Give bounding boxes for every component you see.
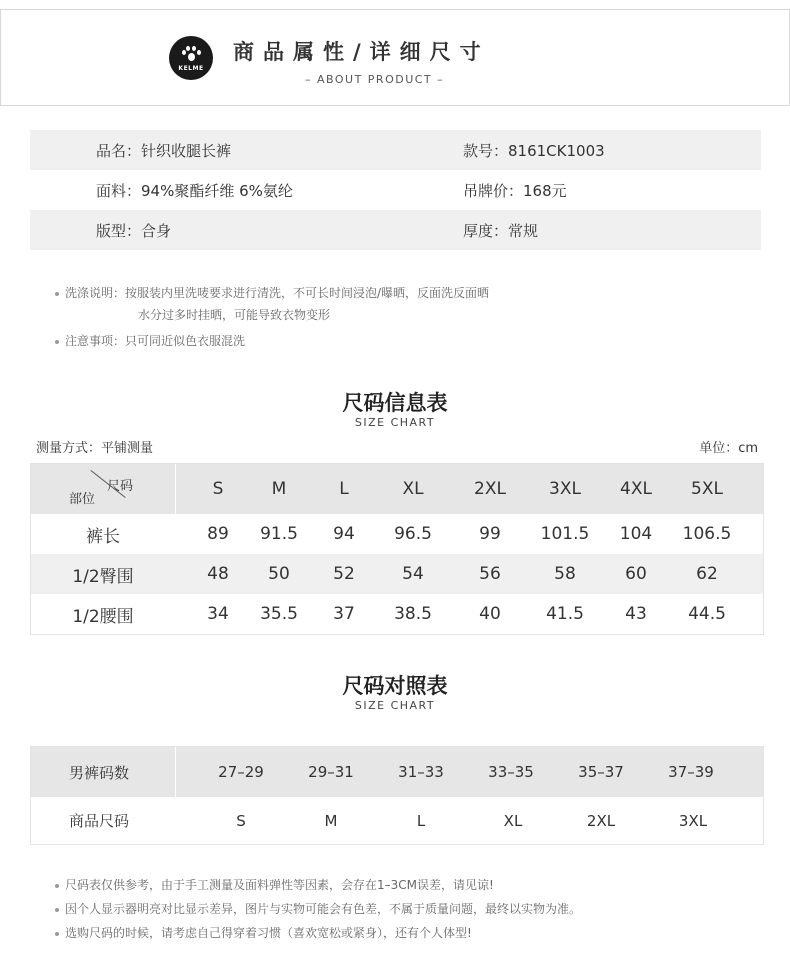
footnotes	[55, 873, 581, 945]
product-name: 品名：针织收腿长裤	[96, 141, 232, 160]
header-panel	[0, 9, 790, 106]
header-title: 商品属性/详细尺寸	[233, 40, 490, 64]
table-row	[31, 797, 763, 844]
table-cell: 31–33	[398, 763, 444, 781]
size-table	[30, 463, 764, 635]
table-cell: 58	[554, 564, 576, 584]
fabric: 面料：94%聚酯纤维 6%氨纶	[96, 181, 293, 200]
table-cell: 34	[207, 604, 229, 624]
table-cell: 99	[479, 524, 501, 544]
table-cell: 106.5	[682, 524, 732, 544]
bullet-icon	[55, 908, 59, 912]
table-row	[31, 594, 763, 634]
size-table-header	[31, 464, 763, 514]
table-cell: 104	[619, 524, 653, 544]
row-label: 1/2腰围	[72, 606, 134, 627]
bullet-icon	[55, 884, 59, 888]
care-notes	[55, 282, 489, 352]
table-cell: 94	[333, 524, 355, 544]
table-cell: L	[416, 811, 426, 830]
table-cell: 33–35	[488, 763, 534, 781]
table-cell: 101.5	[540, 524, 590, 544]
table-cell: 60	[625, 564, 647, 584]
table-cell: 96.5	[394, 524, 432, 544]
attribute-row	[30, 170, 761, 210]
compare-chart-subtitle: SIZE CHART	[354, 699, 436, 712]
header-subtitle: – ABOUT PRODUCT –	[305, 73, 445, 86]
kelme-logo	[169, 36, 213, 80]
table-cell: 56	[479, 564, 501, 584]
unit-label: 单位：cm	[699, 441, 758, 456]
table-cell: 38.5	[394, 604, 432, 624]
compare-table	[30, 746, 764, 845]
table-cell: XL	[503, 811, 523, 830]
size-header-cell: S	[212, 479, 224, 499]
table-corner	[31, 464, 175, 514]
table-cell: S	[236, 811, 246, 830]
table-cell: 91.5	[260, 524, 298, 544]
size-header-cell: 4XL	[620, 479, 652, 499]
row-label: 男裤码数	[68, 763, 130, 782]
size-header-cell: XL	[402, 479, 424, 499]
thickness: 厚度：常规	[463, 221, 539, 240]
product-attributes	[30, 130, 761, 250]
table-cell: 43	[625, 604, 647, 624]
table-cell: 48	[207, 564, 229, 584]
table-cell: 54	[402, 564, 424, 584]
size-header-cell: L	[339, 479, 349, 499]
row-label: 1/2臀围	[72, 566, 134, 587]
brand-name: KELME	[178, 65, 204, 72]
bullet-icon	[55, 340, 59, 344]
corner-size-label: 尺码	[107, 479, 134, 494]
table-cell: 3XL	[678, 811, 708, 830]
wash-instructions: 洗涤说明：按服装内里洗唛要求进行清洗，不可长时间浸泡/曝晒，反面洗反面晒	[65, 286, 490, 300]
table-cell: 52	[333, 564, 355, 584]
row-label: 裤长	[86, 526, 120, 547]
corner-part-label: 部位	[69, 492, 96, 507]
table-cell: 50	[268, 564, 290, 584]
attribute-row	[30, 210, 761, 250]
table-cell: 29–31	[308, 763, 354, 781]
measure-method: 测量方式：平铺测量	[36, 441, 154, 456]
row-label: 商品尺码	[68, 812, 130, 830]
table-cell: 37	[333, 604, 355, 624]
table-row	[31, 514, 763, 554]
size-header-cell: 2XL	[474, 479, 506, 499]
footnote: 选购尺码的时候，请考虑自己得穿着习惯（喜欢宽松或紧身），还有个人体型!	[65, 926, 472, 940]
attribute-row	[30, 130, 761, 170]
table-cell: 89	[207, 524, 229, 544]
compare-table-header	[31, 747, 763, 797]
footnote: 因个人显示器明亮对比显示差异，图片与实物可能会有色差，不属于质量问题，最终以实物为准。	[65, 902, 582, 916]
table-row	[31, 554, 763, 594]
size-chart-subtitle: SIZE CHART	[354, 416, 436, 429]
compare-chart-title: 尺码对照表	[342, 674, 448, 698]
table-cell: 2XL	[586, 811, 616, 830]
table-cell: 44.5	[688, 604, 726, 624]
style-number: 款号：8161CK1003	[463, 141, 605, 160]
table-cell: 62	[696, 564, 718, 584]
size-chart-title: 尺码信息表	[342, 391, 448, 415]
table-cell: 41.5	[546, 604, 584, 624]
footnote: 尺码表仅供参考，由于手工测量及面料弹性等因素，会存在1–3CM误差，请见谅!	[65, 878, 494, 892]
size-header-cell: 5XL	[691, 479, 723, 499]
caution-note: 注意事项：只可同近似色衣服混洗	[65, 334, 246, 348]
bullet-icon	[55, 932, 59, 936]
table-cell: 35–37	[578, 763, 624, 781]
paw-icon	[179, 46, 203, 64]
bullet-icon	[55, 292, 59, 296]
size-header-cell: M	[271, 479, 287, 499]
table-cell: 27–29	[218, 763, 264, 781]
table-cell: 35.5	[260, 604, 298, 624]
table-cell: M	[324, 811, 338, 830]
table-cell: 40	[479, 604, 501, 624]
fit-type: 版型：合身	[96, 221, 172, 240]
tag-price: 吊牌价：168元	[463, 181, 567, 200]
table-cell: 37–39	[668, 763, 714, 781]
wash-instructions-cont: 水分过多时挂晒，可能导致衣物变形	[138, 308, 331, 322]
size-header-cell: 3XL	[549, 479, 581, 499]
